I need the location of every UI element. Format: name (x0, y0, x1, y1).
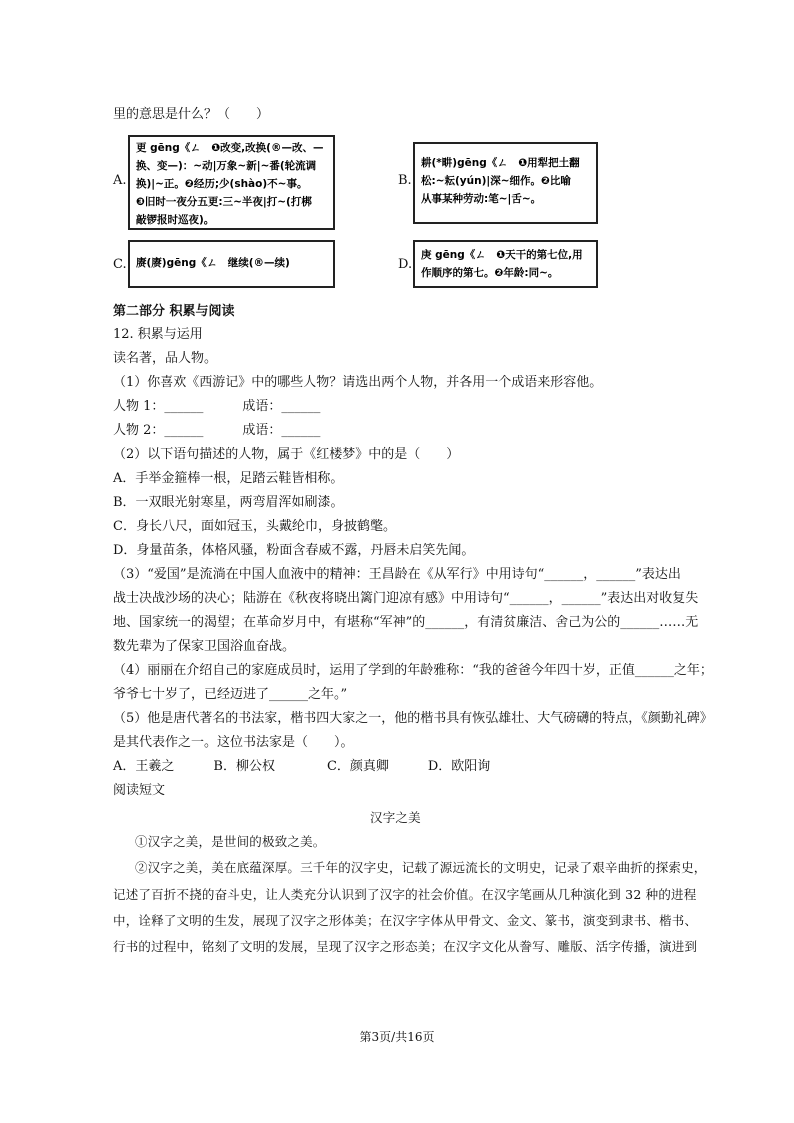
option-c-label: C. (113, 257, 127, 272)
part2-option-b: B．一双眼光射寒星，两弯眉浑如刷漆。 (113, 495, 344, 510)
card-c-line: 赓(赓)gēng《ㄥ 继续(®—续) (136, 257, 290, 269)
character-row-2: 人物 2：______ 成语：______ (113, 423, 321, 438)
reading-paragraph-2-line: 行书的过程中，铭刻了文明的发展，呈现了汉字之形态美；在汉字文化从誊写、雕版、活字传播，演进到 (113, 939, 698, 954)
q12-part5-line: 是其代表作之一。这位书法家是（ ）。 (113, 735, 354, 750)
page-number: 第3页/共16页 (359, 1030, 435, 1044)
q12-part3-line: 地、国家统一的渴望；在革命岁月中，有堪称“军神”的______，有清贫廉洁、舍己为公的______……无 (113, 615, 699, 630)
character-row-1: 人物 1：______ 成语：______ (113, 399, 321, 414)
q12-part5-line: （5）他是唐代著名的书法家，楷书四大家之一，他的楷书具有恢弘雄壮、大气磅礴的特点，《颜勤礼碑》 (113, 711, 713, 726)
option-d-label: D. (398, 257, 413, 272)
reading-paragraph-2-line: 中，诠释了文明的生发，展现了汉字之形体美；在汉字字体从甲骨文、金文、篆书，演变到隶书、楷书、 (113, 913, 698, 928)
reading-paragraph-2-line: ②汉字之美，美在底蕴深厚。三千年的汉字史，记载了源远流长的文明史，记录了艰辛曲折的探索史， (135, 860, 707, 875)
card-b-line: 耕(*畊)gēng《ㄥ ❶用犁把土翻 (421, 157, 580, 169)
card-d-line: 庚 gēng《ㄥ ❶天干的第七位,用 (421, 249, 583, 261)
dictionary-card-a (128, 135, 335, 230)
reading-paragraph-1: ①汉字之美，是世间的极致之美。 (135, 834, 326, 849)
part2-option-a: A．手举金箍棒一根，足踏云鞋皆相称。 (113, 471, 344, 486)
q12-part1: （1）你喜欢《西游记》中的哪些人物？请选出两个人物，并各用一个成语来形容他。 (113, 375, 603, 390)
option-a-label: A. (113, 173, 127, 188)
dictionary-card-d (413, 240, 598, 288)
q12-title: 12. 积累与运用 (113, 327, 203, 342)
q12-intro: 读名著，品人物。 (113, 351, 218, 366)
q12-part3-line: 数先辈为了保家卫国浴血奋战。 (113, 639, 296, 654)
card-a-line: 敲锣报时巡夜)。 (136, 214, 215, 226)
question-tail: 里的意思是什么？（ ） (113, 107, 270, 122)
card-a-line: ❸旧时一夜分五更:三~半夜|打~(打梆 (136, 196, 312, 208)
part2-option-c: C．身长八尺，面如冠玉，头戴纶巾，身披鹤氅。 (113, 519, 396, 534)
q12-part3-line: （3）“爱国”是流淌在中国人血液中的精神：王昌龄在《从军行》中用诗句“______，______”表达出 (113, 567, 681, 582)
reading-paragraph-2-line: 记述了百折不挠的奋斗史，让人类充分认识到了汉字的社会价值。在汉字笔画从几种演化到 32 种的进程 (113, 887, 697, 902)
dictionary-card-c (128, 240, 335, 288)
card-a-line: 换)|~正。❷经历;少(shào)不~事。 (136, 178, 308, 190)
card-d-line: 作顺序的第七。❷年龄:同~。 (421, 267, 559, 279)
option-b-label: B. (398, 173, 412, 188)
reading-title: 汉字之美 (370, 810, 421, 825)
part5-options: A．王羲之 B．柳公权 C．颜真卿 D．欧阳询 (113, 759, 491, 774)
part2-option-d: D．身量苗条，体格风骚，粉面含春威不露，丹唇未启笑先闻。 (113, 543, 475, 558)
q12-part4-line: （4）丽丽在介绍自己的家庭成员时，运用了学到的年龄雅称：“我的爸爸今年四十岁，正值______之年； (113, 663, 713, 678)
card-b-line: 从事某种劳动:笔~|舌~。 (421, 193, 542, 205)
reading-label: 阅读短文 (113, 783, 166, 798)
dictionary-card-b (413, 142, 598, 224)
card-a-line: 更 gēng《ㄥ ❶改变,改换(®—改、— (136, 142, 324, 154)
section-title: 第二部分 积累与阅读 (113, 304, 235, 319)
card-a-line: 换、变—)：~动|万象~新|~番(轮流调 (136, 160, 317, 172)
card-b-line: 松:~耘(yún)|深~细作。❷比喻 (421, 175, 571, 187)
q12-part4-line: 爷爷七十岁了，已经迈进了______之年。” (113, 687, 348, 702)
q12-part2: （2）以下语句描述的人物，属于《红楼梦》中的是（ ） (113, 447, 460, 462)
q12-part3-line: 战士决战沙场的决心；陆游在《秋夜将晓出篱门迎凉有感》中用诗句“______，______”表达出对收复失 (113, 591, 699, 606)
